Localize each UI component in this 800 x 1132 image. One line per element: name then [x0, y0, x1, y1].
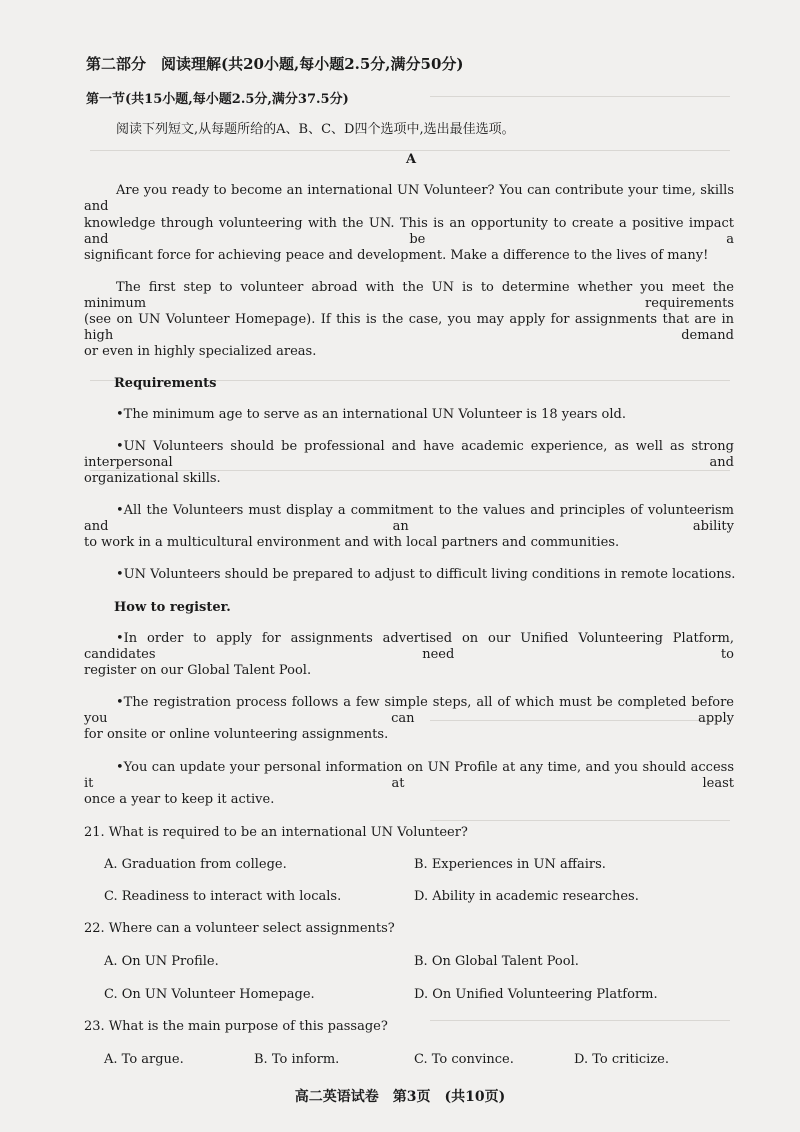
- requirements-heading: Requirements: [114, 376, 217, 391]
- para1-line2: knowledge through volunteering with the UN. This is an opportunity to create a positive impact and be a: [84, 216, 734, 247]
- para2-line3: or even in highly specialized areas.: [84, 344, 317, 359]
- bleed-through: [90, 150, 730, 151]
- requirement-2-line2: organizational skills.: [84, 471, 221, 486]
- passage-label: A: [406, 152, 417, 167]
- section-title: 第一节(共15小题,每小题2.5分,满分37.5分): [86, 92, 349, 107]
- para1-line3: significant force for achieving peace and development. Make a difference to the lives of many!: [84, 248, 709, 263]
- question-23-option-b: B. To inform.: [254, 1052, 340, 1067]
- bleed-through: [430, 1020, 730, 1021]
- question-22-option-c: C. On UN Volunteer Homepage.: [104, 987, 315, 1002]
- question-23-stem: 23. What is the main purpose of this passage?: [84, 1019, 388, 1034]
- question-22-stem: 22. Where can a volunteer select assignments?: [84, 921, 395, 936]
- register-3-line1: • You can update your personal information on UN Profile at any time, and you should access it at least: [84, 760, 734, 792]
- para2-line2: (see on UN Volunteer Homepage). If this is the case, you may apply for assignments that are in high demand: [84, 312, 734, 343]
- question-21-stem: 21. What is required to be an international UN Volunteer?: [84, 825, 468, 840]
- question-21-option-a: A. Graduation from college.: [104, 857, 287, 872]
- para2-line1: The first step to volunteer abroad with the UN is to determine whether you meet the minimum requirements: [84, 280, 734, 311]
- page-footer: 高二英语试卷 第3页 (共10页): [294, 1089, 506, 1105]
- question-22-option-a: A. On UN Profile.: [104, 954, 219, 969]
- bleed-through: [430, 96, 730, 97]
- register-3-line2: once a year to keep it active.: [84, 792, 275, 807]
- register-1-line1: • In order to apply for assignments advertised on our Unified Volunteering Platform, candidates need to: [84, 631, 734, 663]
- para1-line1: Are you ready to become an international UN Volunteer? You can contribute your time, skills and: [84, 183, 734, 214]
- part-title: 第二部分 阅读理解(共20小题,每小题2.5分,满分50分): [86, 55, 464, 73]
- requirement-3-line2: to work in a multicultural environment and with local partners and communities.: [84, 535, 620, 550]
- register-1-line2: register on our Global Talent Pool.: [84, 663, 312, 678]
- requirement-1: • The minimum age to serve as an international UN Volunteer is 18 years old.: [116, 407, 626, 423]
- register-heading: How to register.: [114, 600, 231, 615]
- question-23-option-d: D. To criticize.: [574, 1052, 669, 1067]
- requirement-4: • UN Volunteers should be prepared to adjust to difficult living conditions in remote locations.: [116, 567, 735, 583]
- question-23-option-a: A. To argue.: [104, 1052, 184, 1067]
- question-21-option-d: D. Ability in academic researches.: [414, 889, 639, 904]
- bleed-through: [430, 820, 730, 821]
- register-2-line1: • The registration process follows a few simple steps, all of which must be completed before you can apply: [84, 695, 734, 727]
- question-22-option-d: D. On Unified Volunteering Platform.: [414, 987, 658, 1002]
- requirement-2-line1: • UN Volunteers should be professional and have academic experience, as well as strong interpersonal and: [84, 439, 734, 471]
- question-21-option-c: C. Readiness to interact with locals.: [104, 889, 342, 904]
- register-2-line2: for onsite or online volunteering assignments.: [84, 727, 389, 742]
- question-21-option-b: B. Experiences in UN affairs.: [414, 857, 606, 872]
- question-23-option-c: C. To convince.: [414, 1052, 514, 1067]
- question-22-option-b: B. On Global Talent Pool.: [414, 954, 579, 969]
- requirement-3-line1: • All the Volunteers must display a commitment to the values and principles of volunteerism and an ability: [84, 503, 734, 535]
- instruction: 阅读下列短文,从每题所给的A、B、C、D四个选项中,选出最佳选项。: [116, 122, 515, 137]
